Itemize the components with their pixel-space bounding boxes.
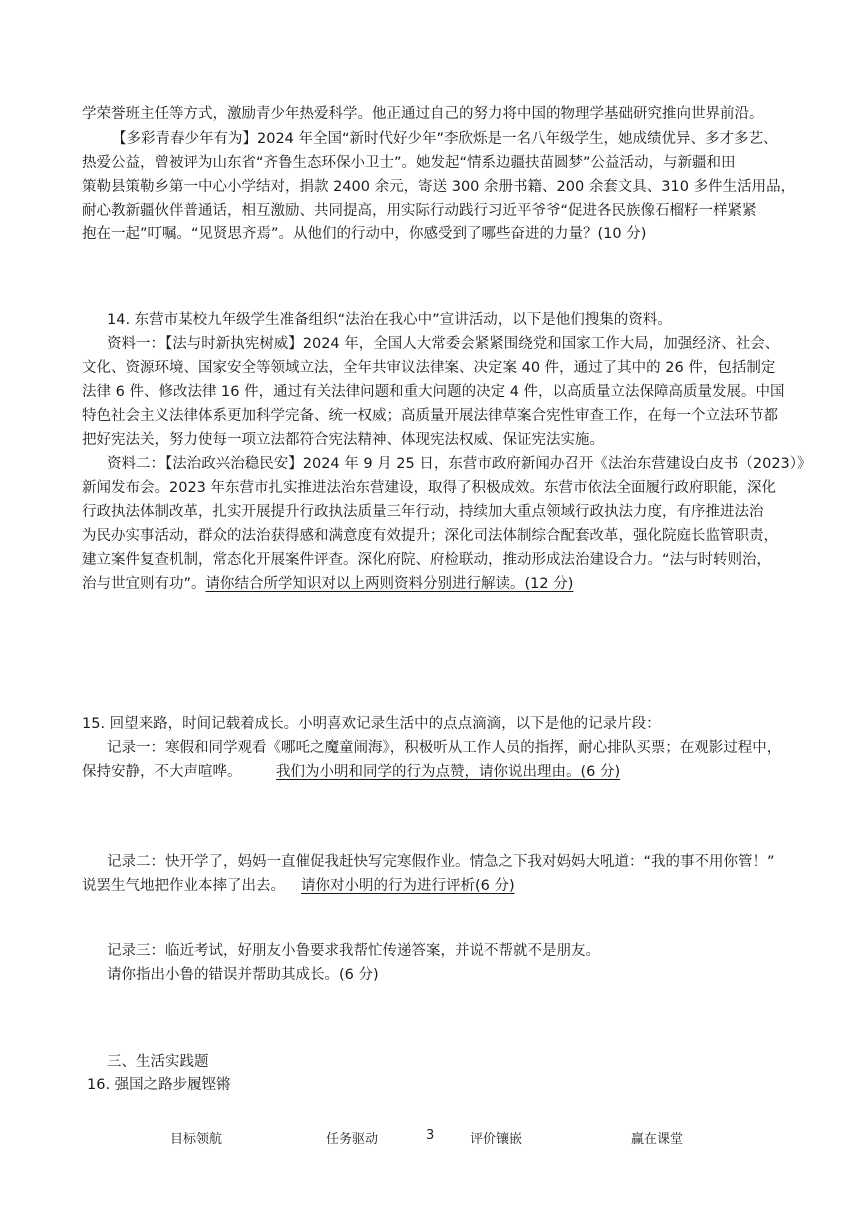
q14-material2-line: 为民办实事活动，群众的法治获得感和满意度有效提升；深化司法体制综合配套改革，强化院庭长监管职责， [82, 528, 778, 544]
q14-material2-line: 新闻发布会。2023 年东营市扎实推进法治东营建设，取得了积极成效。东营市依法全面履行政府职能，深化 [82, 480, 777, 496]
q13-line: 热爱公益，曾被评为山东省“齐鲁生态环保小卫士”。她发起“情系边疆扶苗圆梦”公益活动，与新疆和田 [82, 155, 736, 171]
q13-line: 耐心教新疆伙伴普通话，相互激励、共同提高，用实际行动践行习近平爷爷“促进各民族像石榴籽一样紧紧 [82, 203, 757, 219]
q13-line: 【多彩青春少年有为】2024 年全国“新时代好少年”李欣烁是一名八年级学生，她成绩优异、多才多艺、 [112, 131, 778, 147]
q15-record2-line: 记录二：快开学了，妈妈一直催促我赶快写完寒假作业。情急之下我对妈妈大吼道：“我的事不用你管！” [107, 854, 775, 870]
q16-title: 16. 强国之路步履铿锵 [87, 1077, 231, 1093]
q14-stem: 14. 东营市某校九年级学生准备组织“法治在我心中”宣讲活动，以下是他们搜集的资料。 [107, 312, 672, 328]
q13-line: 抱在一起”叮嘱。“见贤思齐焉”。从他们的行动中，你感受到了哪些奋进的力量？(10 分) [82, 226, 647, 242]
q14-material1-line: 把好宪法关，努力使每一项立法都符合宪法精神、体现宪法权威、保证宪法实施。 [82, 432, 604, 448]
q15-record3-line: 记录三：临近考试，好朋友小鲁要求我帮忙传递答案，并说不帮就不是朋友。 [107, 943, 600, 959]
intro-tail-line: 学荣誉班主任等方式，激励青少年热爱科学。他正通过自己的努力将中国的物理学基础研究推向世界前沿。 [82, 106, 764, 122]
q14-material2-ending: 治与世宜则有功”。 [82, 576, 206, 592]
q15-record2-line: 说罢生气地把作业本摔了出去。 [82, 878, 285, 894]
footer-item-evaluation: 评价镶嵌 [470, 1132, 523, 1147]
q14-material1-line: 特色社会主义法律体系更加科学完备、统一权威；高质量开展法律草案合宪性审查工作，在每一个立法环节都 [82, 408, 778, 424]
footer-item-goal: 目标领航 [170, 1132, 223, 1147]
q13-line: 策勒县策勒乡第一中心小学结对，捐款 2400 余元，寄送 300 余册书籍、200 余套文具、310 多件生活用品， [82, 179, 796, 195]
q15-record2-task: 请你对小明的行为进行评析(6 分) [301, 878, 515, 894]
q15-record1-task: 我们为小明和同学的行为点赞，请你说出理由。(6 分) [276, 764, 621, 780]
page-number: 3 [426, 1128, 435, 1143]
section3-heading: 三、生活实践题 [107, 1054, 209, 1070]
q14-material1-line: 文化、资源环境、国家安全等领域立法，全年共审议法律案、决定案 40 件，通过了其中的 26 件，包括制定 [82, 360, 776, 376]
q15-record3-task: 请你指出小鲁的错误并帮助其成长。(6 分) [107, 967, 379, 983]
q15-stem: 15. 回望来路，时间记载着成长。小明喜欢记录生活中的点点滴滴，以下是他的记录片段： [82, 716, 661, 732]
q14-material2-line: 行政执法体制改革，扎实开展提升行政执法质量三年行动，持续加大重点领域行政执法力度，有序推进法治 [82, 504, 764, 520]
footer-item-task: 任务驱动 [326, 1132, 379, 1147]
q14-last-line [82, 573, 573, 595]
q14-material1-line: 法律 6 件、修改法律 16 件，通过有关法律问题和重大问题的决定 4 件，以高质量立法保障高质量发展。中国 [82, 384, 785, 400]
q14-task-prompt: 请你结合所学知识对以上两则资料分别进行解读。(12 分) [205, 576, 574, 592]
q15-record1-line: 保持安静，不大声喧哗。 [82, 764, 242, 780]
q14-material2-line: 建立案件复查机制，常态化开展案件评查。深化府院、府检联动，推动形成法治建设合力。“法与时转则治， [82, 552, 772, 568]
footer-item-win: 赢在课堂 [631, 1132, 684, 1147]
q14-material1-line: 资料一：【法与时新执宪树威】2024 年，全国人大常委会紧紧围绕党和国家工作大局，加强经济、社会、 [107, 336, 780, 352]
q15-record1-line: 记录一：寒假和同学观看《哪吒之魔童闹海》，积极听从工作人员的指挥，耐心排队买票；在观影过程中， [107, 740, 782, 756]
q14-material2-line: 资料二：【法治政兴治稳民安】2024 年 9 月 25 日，东营市政府新闻办召开《法治东营建设白皮书（2023）》 [107, 456, 812, 472]
